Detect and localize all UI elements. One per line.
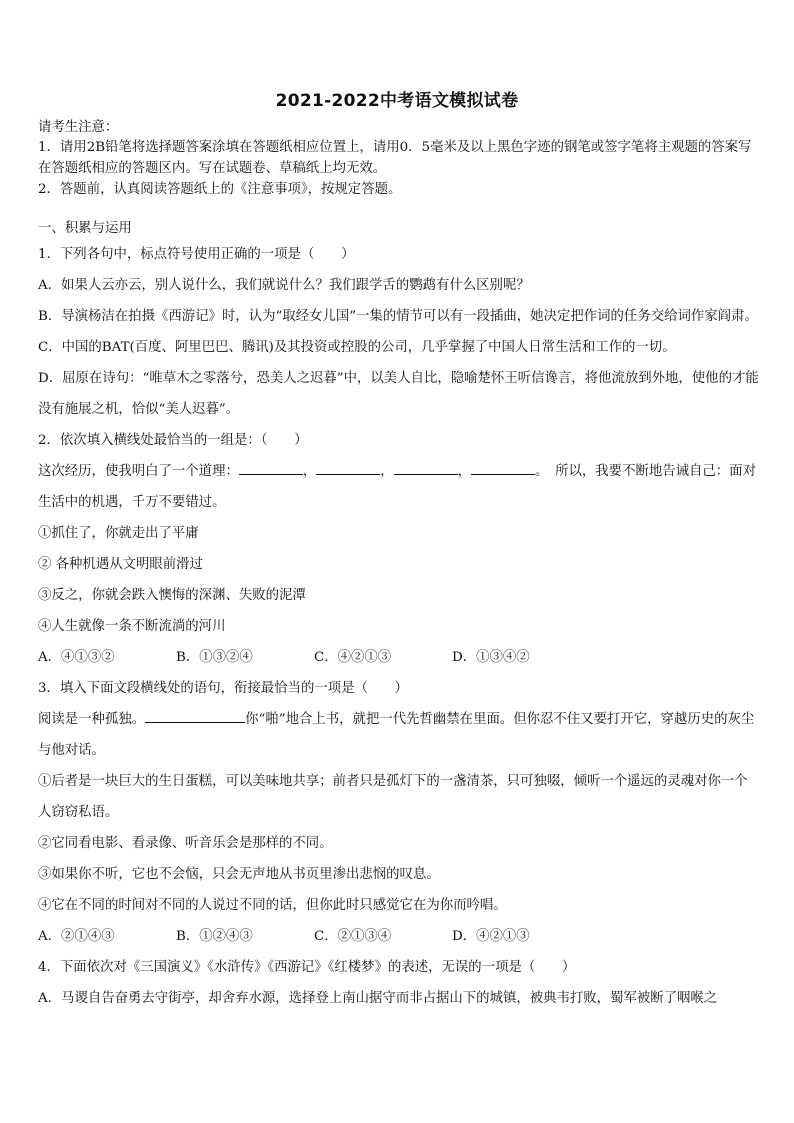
question-2 xyxy=(38,425,760,673)
notice-block xyxy=(38,118,760,200)
sentence-end: 所以，我要不断地告诫自己：面对生活中的机遇，千万不要错过。 xyxy=(38,464,756,510)
option-d: D．①③④② xyxy=(452,650,530,665)
option-a: A．马谡自告奋勇去守街亭，却舍弃水源，选择登上南山据守而非占据山下的城镇，被典韦打败，蜀军被断了咽喉之 xyxy=(38,991,718,1006)
answer-blank xyxy=(145,708,245,723)
question-stem: 3．填入下面文段横线处的语句，衔接最恰当的一项是（ ） xyxy=(38,681,409,696)
answer-options xyxy=(38,921,760,952)
exam-content xyxy=(38,118,760,1014)
option-d: D．④②①③ xyxy=(452,929,530,944)
period: 。 xyxy=(535,464,542,479)
list-item: ①抓住了，你就走出了平庸 xyxy=(38,526,199,541)
fill-in-sentence xyxy=(38,456,760,518)
question-3 xyxy=(38,673,760,952)
question-1 xyxy=(38,239,760,425)
list-item: ③如果你不听，它也不会恼，只会无声地从书页里渗出悲悯的叹息。 xyxy=(38,867,440,882)
notice-item-1: 1．请用2B铅笔将选择题答案涂填在答题纸相应位置上，请用0．5毫米及以上黑色字迹的钢笔或签字笔将主观题的答案写在答题纸相应的答题区内。写在试题卷、草稿纸上均无效。 xyxy=(38,140,752,176)
notice-item-2: 2．答题前，认真阅读答题纸上的《注意事项》，按规定答题。 xyxy=(38,182,402,197)
passage xyxy=(38,704,760,766)
answer-options xyxy=(38,642,760,673)
separator: ， xyxy=(302,464,317,479)
question-stem: 4．下面依次对《三国演义》《水浒传》《西游记》《红楼梦》的表述，无误的一项是（ ） xyxy=(38,960,576,975)
page-title: 2021-2022中考语文模拟试卷 xyxy=(275,91,519,111)
question-stem: 1．下列各句中，标点符号使用正确的一项是（ ） xyxy=(38,247,355,262)
option-a: A．④①③② xyxy=(38,650,115,665)
option-b: B．导演杨洁在拍摄《西游记》时，认为“取经女儿国”一集的情节可以有一段插曲，她决定把作词的任务交给词作家阎肃。 xyxy=(38,309,758,324)
question-stem: 2．依次填入横线处最恰当的一组是：（ ） xyxy=(38,433,308,448)
question-4 xyxy=(38,952,760,1014)
list-item: ①后者是一块巨大的生日蛋糕，可以美味地共享；前者只是孤灯下的一盏清茶，只可独啜，倾听一个遥远的灵魂对你一个人窃窃私语。 xyxy=(38,774,748,820)
option-d: D．屈原在诗句：“唯草木之零落兮，恐美人之迟暮”中，以美人自比，隐喻楚怀王听信谗言，将他流放到外地，使他的才能没有施展之机，恰似“美人迟暮”。 xyxy=(38,371,759,417)
list-item: ③反之，你就会跌入懊悔的深渊、失败的泥潭 xyxy=(38,588,306,603)
separator: ， xyxy=(380,464,394,479)
answer-blank xyxy=(471,460,535,475)
separator: ， xyxy=(457,464,472,479)
sentence-start: 这次经历，使我明白了一个道理： xyxy=(38,464,239,479)
option-a: A．如果人云亦云，别人说什么，我们就说什么？我们跟学舌的鹦鹉有什么区别呢？ xyxy=(38,278,530,293)
option-b: B．①③②④ xyxy=(176,650,253,665)
option-c: C．中国的BAT(百度、阿里巴巴、腾讯)及其投资或控股的公司，几乎掌握了中国人日常生活和工作的一切。 xyxy=(38,340,676,355)
passage-end: 你“啪”地合上书，就把一代先哲幽禁在里面。但你忍不住又要打开它，穿越历史的灰尘与他对话。 xyxy=(38,712,755,758)
answer-blank xyxy=(316,460,380,475)
answer-blank xyxy=(239,460,303,475)
list-item: ② 各种机遇从文明眼前滑过 xyxy=(38,557,203,572)
list-item: ④它在不同的时间对不同的人说过不同的话，但你此时只感觉它在为你而吟唱。 xyxy=(38,898,507,913)
list-item: ④人生就像一条不断流淌的河川 xyxy=(38,619,226,634)
list-item: ②它同看电影、看录像、听音乐会是那样的不同。 xyxy=(38,836,333,851)
answer-blank xyxy=(394,460,458,475)
passage-start: 阅读是一种孤独。 xyxy=(38,712,146,727)
section-title: 一、积累与运用 xyxy=(38,221,132,236)
option-a: A．②①④③ xyxy=(38,929,115,944)
option-c: C．④②①③ xyxy=(314,650,392,665)
option-c: C．②①③④ xyxy=(314,929,392,944)
option-b: B．①②④③ xyxy=(176,929,253,944)
notice-heading: 请考生注意： xyxy=(38,120,119,135)
